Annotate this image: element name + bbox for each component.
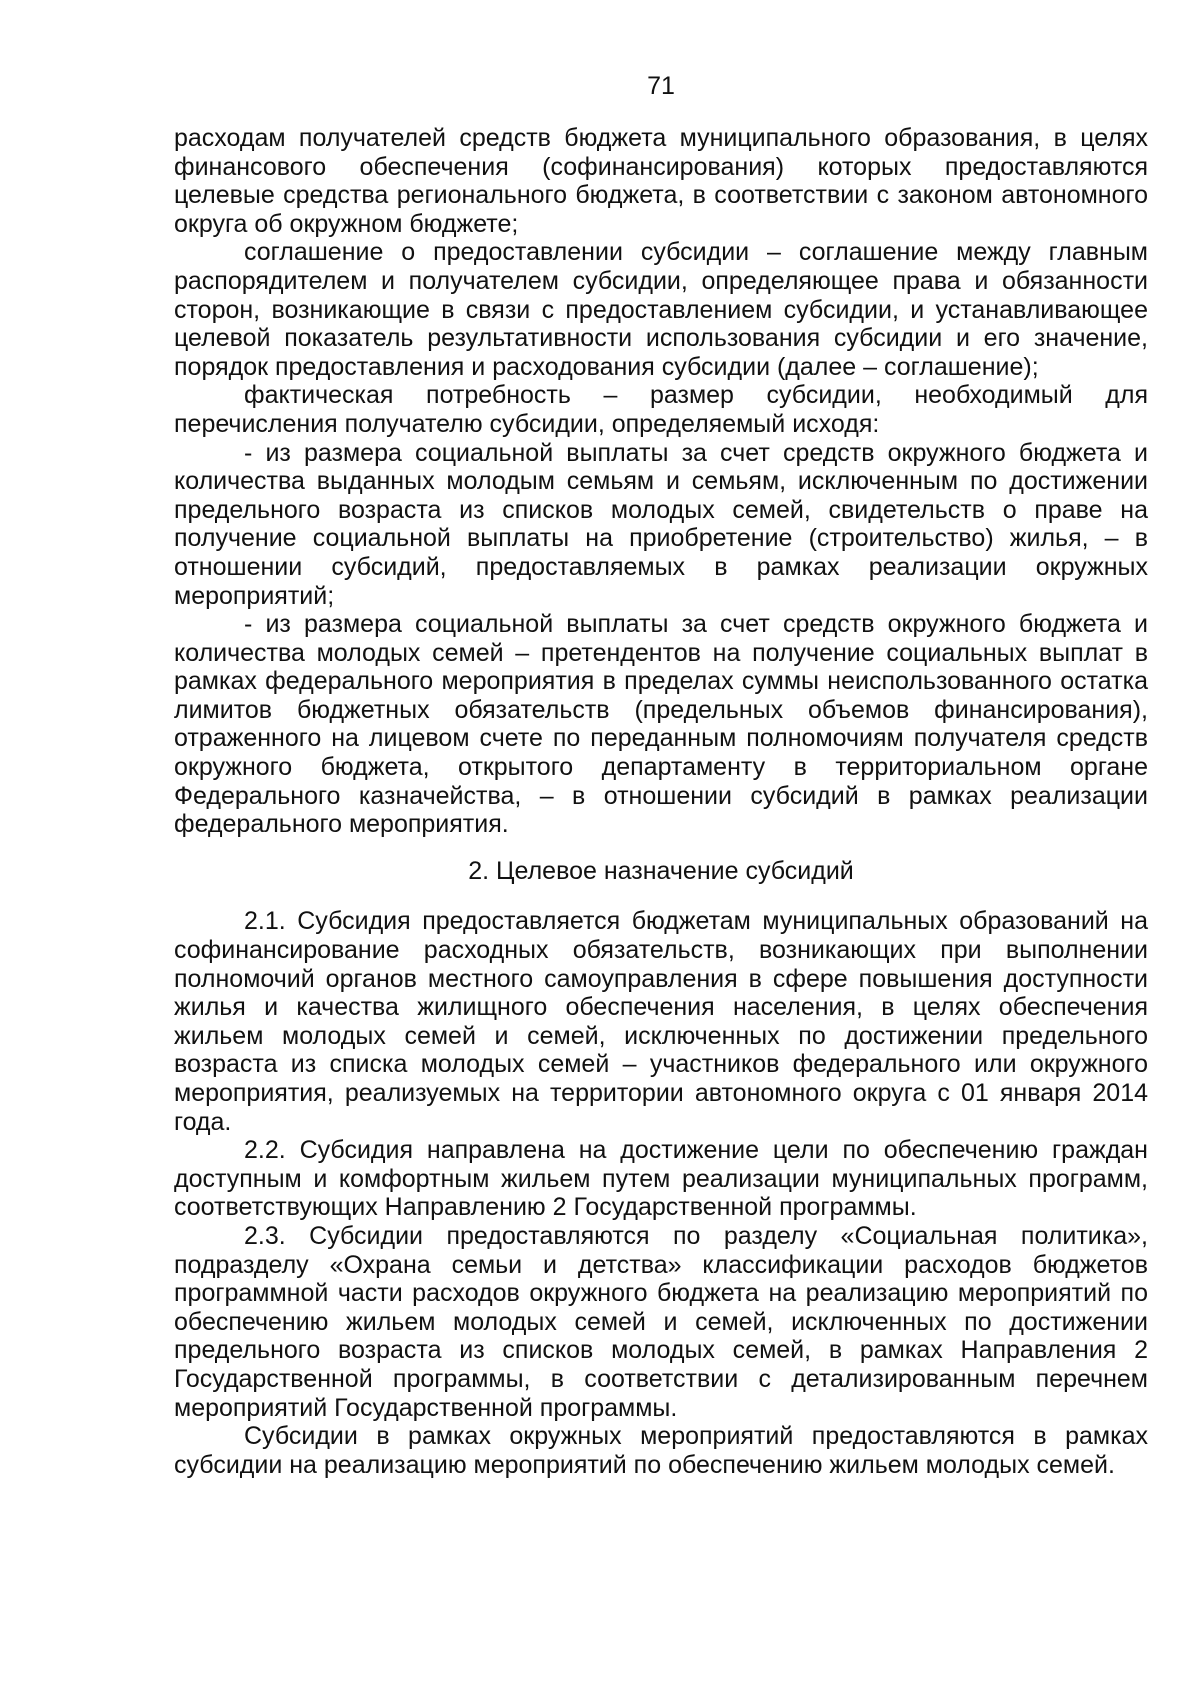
paragraph-2-2: 2.2. Субсидия направлена на достижение цели по обеспечению граждан доступным и комфортным жильем путем реализации муниципальных программ, соответствующих Направлению 2 Государственной программы.	[174, 1136, 1148, 1222]
document-body	[174, 124, 1148, 1479]
paragraph-2-3: 2.3. Субсидии предоставляются по разделу «Социальная политика», подразделу «Охрана семьи и детства» классификации расходов бюджетов программной части расходов окружного бюджета на реализацию мероприятий по обеспечению жильем молодых семей и семей, исключенных по достижении предельного возраста из списков молодых семей, в рамках Направления 2 Государственной программы, в соответствии с детализированным перечнем мероприятий Государственной программы.	[174, 1221, 1148, 1422]
paragraph-actual-need-definition: фактическая потребность – размер субсидии, необходимый для перечисления получателю субсидии, определяемый исходя:	[174, 381, 1148, 438]
paragraph-agreement-definition: соглашение о предоставлении субсидии – соглашение между главным распорядителем и получателем субсидии, определяющее права и обязанности сторон, возникающие в связи с предоставлением субсидии, и устанавливающее целевой показатель результативности использования субсидии и его значение, порядок предоставления и расходования субсидии (далее – соглашение);	[174, 238, 1148, 381]
list-item-federal-event: - из размера социальной выплаты за счет средств окружного бюджета и количества молодых семей – претендентов на получение социальных выплат в рамках федерального мероприятия в пределах суммы неиспользованного остатка лимитов бюджетных обязательств (предельных объемов финансирования), отраженного на лицевом счете по переданным полномочиям получателя средств окружного бюджета, открытого департаменту в территориальном органе Федерального казначейства, – в отношении субсидий в рамках реализации федерального мероприятия.	[174, 610, 1148, 839]
paragraph-2-1: 2.1. Субсидия предоставляется бюджетам муниципальных образований на софинансирование расходных обязательств, возникающих при выполнении полномочий органов местного самоуправления в сфере повышения доступности жилья и качества жилищного обеспечения населения, в целях обеспечения жильем молодых семей и семей, исключенных по достижении предельного возраста из списка молодых семей – участников федерального или окружного мероприятия, реализуемых на территории автономного округа с 01 января 2014 года.	[174, 907, 1148, 1136]
paragraph-expenses-definition: расходам получателей средств бюджета муниципального образования, в целях финансового обеспечения (софинансирования) которых предоставляются целевые средства регионального бюджета, в соответствии с законом автономного округа об окружном бюджете;	[174, 124, 1148, 238]
page-number: 71	[647, 72, 675, 100]
section-heading: 2. Целевое назначение субсидий	[468, 856, 854, 885]
list-item-regional-events: - из размера социальной выплаты за счет средств окружного бюджета и количества выданных молодым семьям и семьям, исключенным по достижении предельного возраста из списков молодых семей, свидетельств о праве на получение социальной выплаты на приобретение (строительство) жилья, – в отношении субсидий, предоставляемых в рамках реализации окружных мероприятий;	[174, 438, 1148, 610]
paragraph-regional-subsidies: Субсидии в рамках окружных мероприятий предоставляются в рамках субсидии на реализацию мероприятий по обеспечению жильем молодых семей.	[174, 1422, 1148, 1479]
